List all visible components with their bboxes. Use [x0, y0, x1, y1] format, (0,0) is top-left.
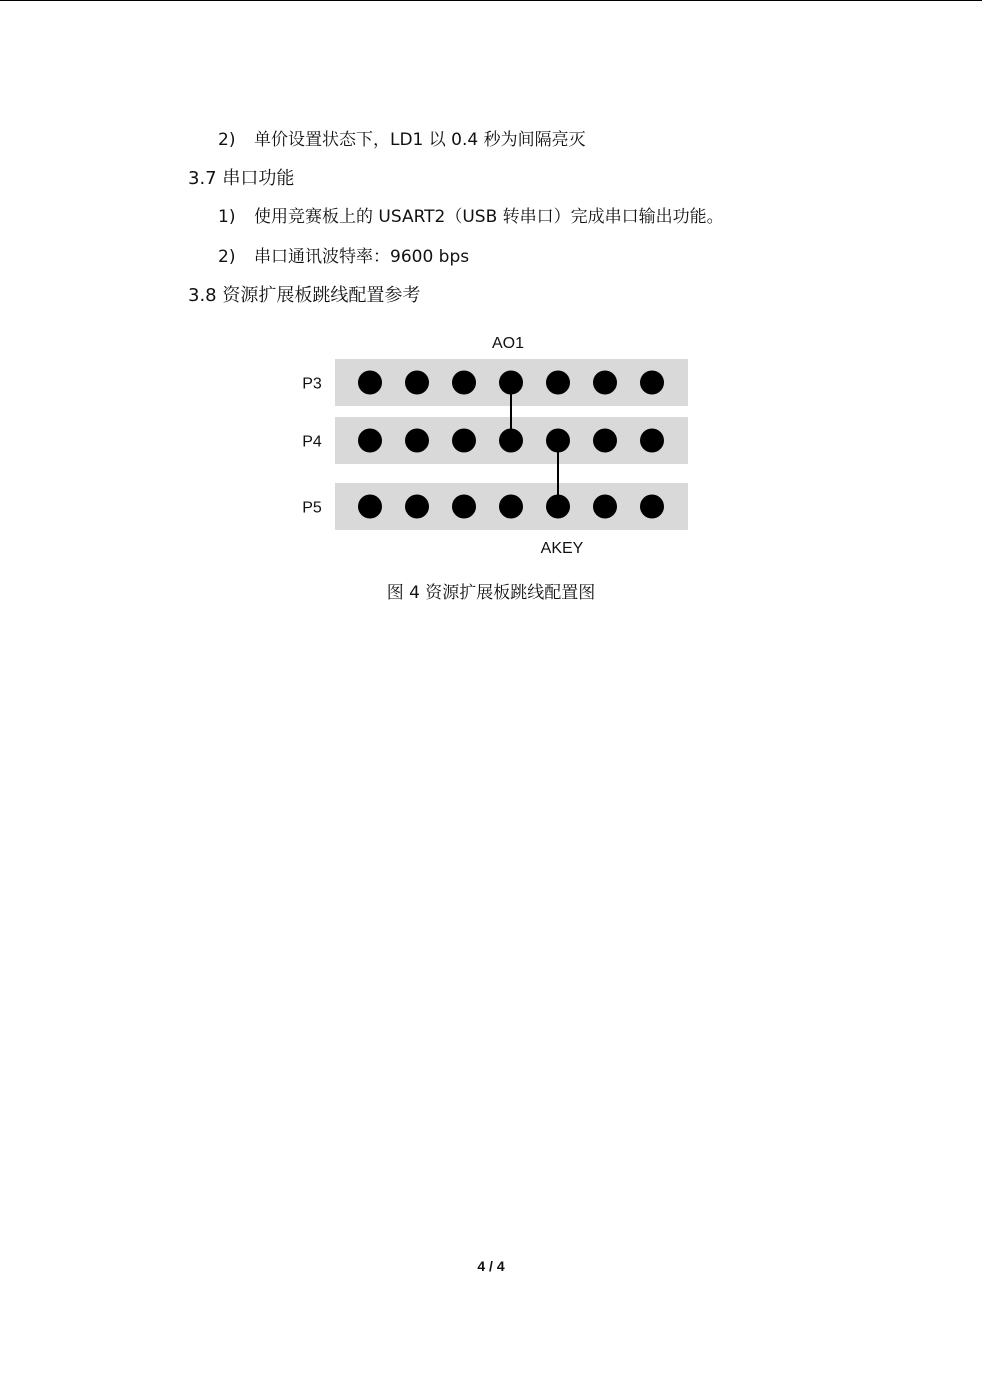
pin-p3-6 [593, 371, 617, 395]
pin-p3-7 [640, 371, 664, 395]
jumper-diagram-svg [280, 328, 720, 568]
section-heading-3-8: 3.8 资源扩展板跳线配置参考 [188, 285, 421, 306]
list-item-number: 1) [218, 207, 236, 227]
list-item-text: 串口通讯波特率：9600 bps [254, 247, 470, 267]
pin-p3-5 [546, 371, 570, 395]
header-rows [302, 359, 688, 530]
pin-p5-1 [358, 495, 382, 519]
figure-caption: 图 4 资源扩展板跳线配置图 [386, 583, 596, 603]
page-top-border [0, 0, 982, 1]
pin-p5-3 [452, 495, 476, 519]
pin-p4-7 [640, 429, 664, 453]
list-item-text: 单价设置状态下，LD1 以 0.4 秒为间隔亮灭 [254, 130, 586, 150]
jumper-diagram [280, 328, 720, 568]
pin-p3-1 [358, 371, 382, 395]
list-item-number: 2) [218, 247, 236, 267]
pin-p4-6 [593, 429, 617, 453]
list-item [218, 129, 586, 151]
ao1-label: AO1 [491, 335, 525, 352]
pin-p4-3 [452, 429, 476, 453]
row-label-p4: P4 [302, 433, 322, 451]
pin-p5-7 [640, 495, 664, 519]
list-item [218, 206, 724, 228]
section-heading-3-7: 3.7 串口功能 [188, 168, 295, 189]
pin-p5-4 [499, 495, 523, 519]
pin-p3-3 [452, 371, 476, 395]
pin-p3-2 [405, 371, 429, 395]
pin-p5-6 [593, 495, 617, 519]
pin-p4-2 [405, 429, 429, 453]
akey-label: AKEY [540, 540, 584, 557]
list-item-text: 使用竞赛板上的 USART2（USB 转串口）完成串口输出功能。 [254, 207, 724, 227]
row-label-p5: P5 [302, 499, 322, 517]
list-item-number: 2) [218, 130, 236, 150]
list-item [218, 246, 469, 268]
row-label-p3: P3 [302, 375, 322, 393]
page-number: 4 / 4 [477, 1258, 505, 1274]
pin-p4-1 [358, 429, 382, 453]
pin-p5-2 [405, 495, 429, 519]
